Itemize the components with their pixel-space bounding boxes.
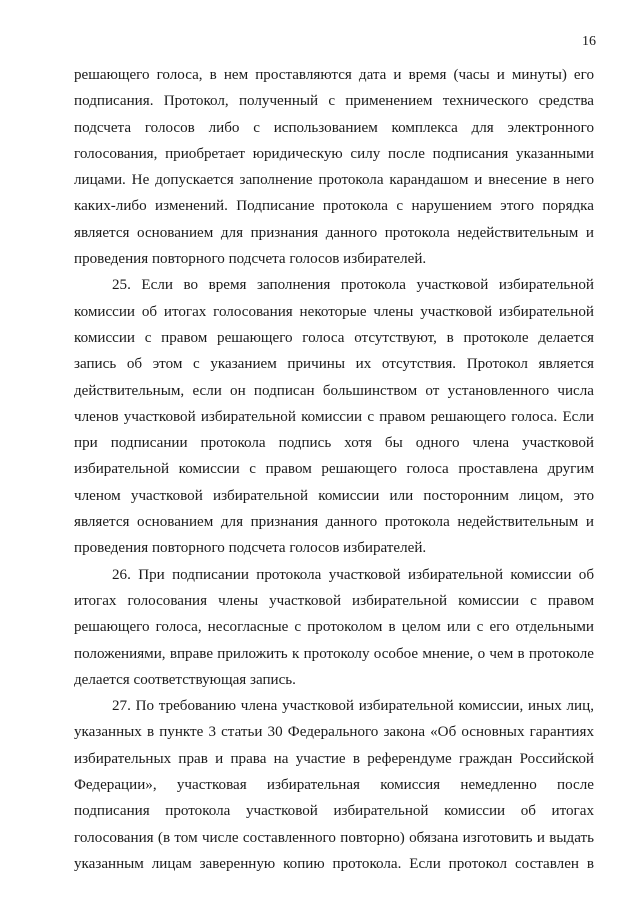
- text-line: членов участковой избирательной комиссии с правом решающего голоса. Если: [74, 408, 594, 425]
- text-line: комиссии с правом решающего голоса отсутствуют, в протоколе делается: [74, 329, 594, 346]
- text-line: указанным лицам заверенную копию протокола. Если протокол составлен в: [74, 855, 594, 872]
- text-line: избирательных прав и права на участие в референдуме граждан Российской: [74, 750, 594, 767]
- document-body: [74, 62, 594, 877]
- text-line: избирательной комиссии с правом решающего голоса проставлена другим: [74, 461, 594, 478]
- text-line: проведения повторного подсчета голосов избирателей.: [74, 540, 427, 557]
- text-line: голосования (в том числе составленного повторно) обязана изготовить и выдать: [74, 829, 594, 846]
- text-line: членом участковой избирательной комиссии или посторонним лицом, это: [74, 487, 594, 504]
- text-line: решающего голоса, в нем проставляются дата и время (часы и минуты) его: [74, 67, 594, 83]
- text-line: указанных в пункте 3 статьи 30 Федерального закона «Об основных гарантиях: [74, 724, 594, 741]
- text-line: комиссии об итогах голосования некоторые члены участковой избирательной: [74, 303, 594, 320]
- text-line: 26. При подписании протокола участковой избирательной комиссии об: [112, 566, 594, 583]
- text-line: положениями, вправе приложить к протоколу особое мнение, о чем в протоколе: [74, 645, 594, 662]
- text-line: лицами. Не допускается заполнение протокола карандашом и внесение в него: [74, 172, 594, 189]
- text-line: Федерации», участковая избирательная комиссия немедленно после: [74, 777, 594, 794]
- text-line: подписания протокола участковой избирательной комиссии об итогах: [74, 803, 594, 820]
- paragraph-27: [74, 693, 594, 877]
- text-line: итогах голосования члены участковой избирательной комиссии с правом: [74, 592, 594, 609]
- text-line: действительным, если он подписан большинством от установленного числа: [74, 382, 594, 399]
- text-line: 27. По требованию члена участковой избирательной комиссии, иных лиц,: [112, 698, 594, 715]
- text-line: проведения повторного подсчета голосов избирателей.: [74, 251, 427, 268]
- text-line: подписания. Протокол, полученный с применением технического средства: [74, 93, 594, 110]
- paragraph-25: [74, 272, 594, 561]
- text-line: 25. Если во время заполнения протокола участковой избирательной: [112, 277, 594, 294]
- text-line: голосования, приобретает юридическую силу после подписания указанными: [74, 145, 594, 162]
- page-number: 16: [582, 34, 596, 49]
- text-line: является основанием для признания данного протокола недействительным и: [74, 224, 594, 241]
- paragraph-26: [74, 562, 594, 693]
- text-line: решающего голоса, несогласные с протоколом в целом или с его отдельными: [74, 619, 594, 636]
- text-line: является основанием для признания данного протокола недействительным и: [74, 514, 594, 531]
- paragraph-continuation: [74, 62, 594, 272]
- text-line: делается соответствующая запись.: [74, 671, 296, 688]
- text-line: при подписании протокола подпись хотя бы одного члена участковой: [74, 435, 594, 452]
- text-line: каких-либо изменений. Подписание протокола с нарушением этого порядка: [74, 198, 594, 215]
- text-line: запись об этом с указанием причины их отсутствия. Протокол является: [74, 356, 594, 373]
- text-line: подсчета голосов либо с использованием комплекса для электронного: [74, 119, 594, 136]
